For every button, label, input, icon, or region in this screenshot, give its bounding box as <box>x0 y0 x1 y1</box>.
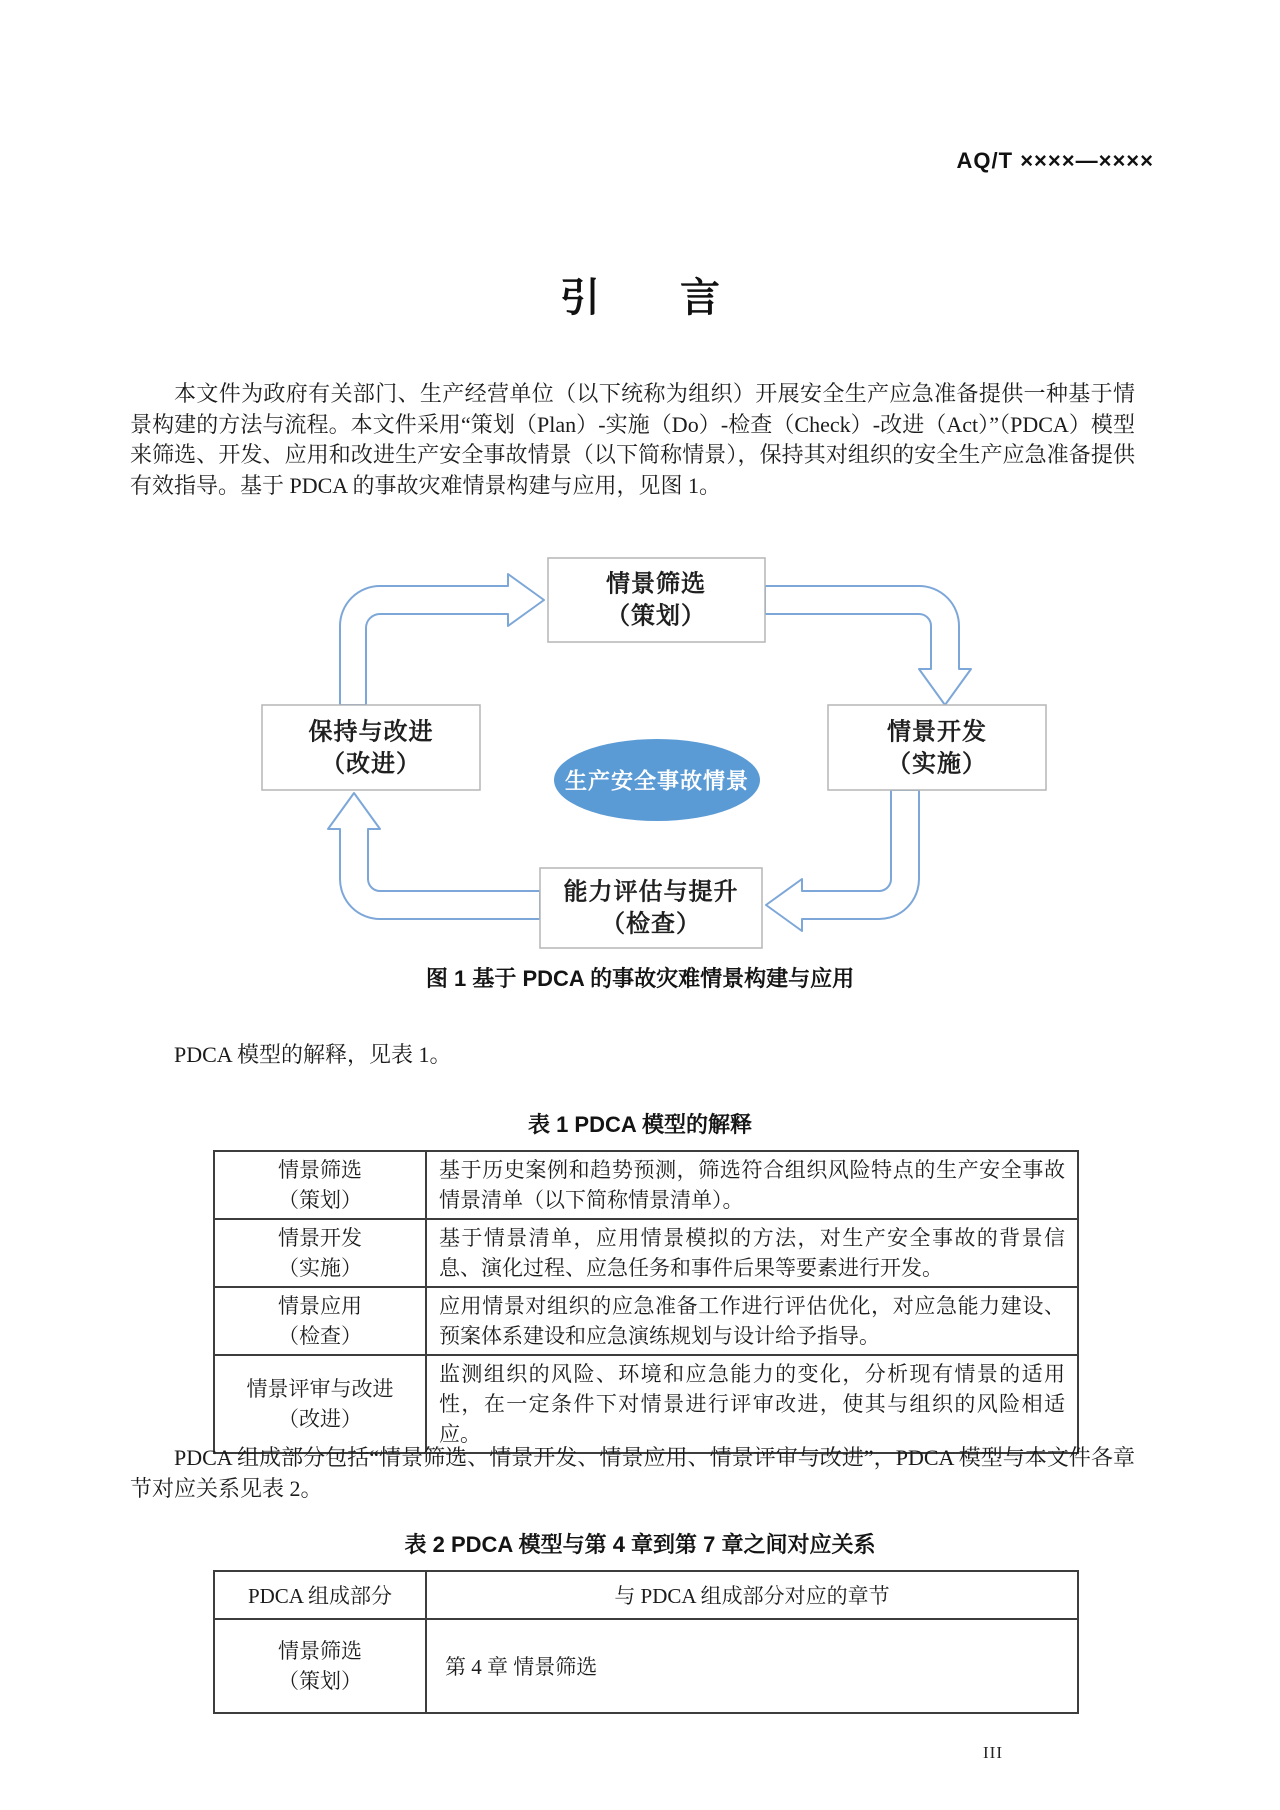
arrow-check-to-improve-icon <box>328 793 540 919</box>
term-line: （实施） <box>278 1256 362 1280</box>
node-label-improve-line1: 保持与改进 <box>308 718 434 746</box>
term-line: 情景应用 <box>278 1294 362 1318</box>
table1-intro: PDCA 模型的解释，见表 1。 <box>174 1042 452 1067</box>
node-label-check-line2: （检查） <box>601 910 701 938</box>
table2-chapter-cell: 第 4 章 情景筛选 <box>426 1619 1078 1713</box>
arrow-do-to-check-icon <box>766 790 919 931</box>
pdca-components-paragraph: PDCA 组成部分包括“情景筛选、情景开发、情景应用、情景评审与改进”，PDCA 模型与本文件各章节对应关系见表 2。 <box>130 1445 1135 1501</box>
table1-desc-cell: 基于情景清单，应用情景模拟的方法，对生产安全事故的背景信息、演化过程、应急任务和事件后果等要素进行开发。 <box>426 1219 1078 1287</box>
term-line: 情景评审与改进 <box>246 1377 394 1401</box>
table1-term-cell <box>214 1151 426 1219</box>
table1-term-cell <box>214 1287 426 1355</box>
term-line: 情景筛选 <box>278 1639 362 1663</box>
term-line: （策划） <box>278 1669 362 1693</box>
table2-header-col2: 与 PDCA 组成部分对应的章节 <box>426 1571 1078 1619</box>
table2-header-col1: PDCA 组成部分 <box>214 1571 426 1619</box>
term-line: （检查） <box>278 1324 362 1348</box>
table1-desc-cell: 基于历史案例和趋势预测，筛选符合组织风险特点的生产安全事故情景清单（以下简称情景清单）。 <box>426 1151 1078 1219</box>
node-label-plan-line1: 情景筛选 <box>606 570 706 598</box>
arrow-improve-to-plan-icon <box>340 574 544 705</box>
figure-caption: 图 1 基于 PDCA 的事故灾难情景构建与应用 <box>425 966 855 991</box>
node-label-check-line1: 能力评估与提升 <box>563 878 739 906</box>
table1-desc-cell: 监测组织的风险、环境和应急能力的变化，分析现有情景的适用性，在一定条件下对情景进行评审改进，使其与组织的风险相适应。 <box>426 1355 1078 1453</box>
page-number: III <box>983 1743 1003 1762</box>
page-title: 引 言 <box>560 276 720 320</box>
pdca-cycle-diagram <box>0 540 1280 960</box>
table1-term-cell <box>214 1219 426 1287</box>
intro-paragraph: 本文件为政府有关部门、生产经营单位（以下统称为组织）开展安全生产应急准备提供一种基于情景构建的方法与流程。本文件采用“策划（Plan）-实施（Do）-检查（Check）-改进（Act）”（PDCA）模型来筛选、开发、应用和改进生产安全事故情景（以下简称情景），保持其对组织的安全生产应急准备提供有效指导。基于 PDCA 的事故灾难情景构建与应用，见图 1。 <box>130 381 1135 498</box>
table2 <box>213 1570 1079 1714</box>
term-line: （策划） <box>278 1188 362 1212</box>
table-row <box>214 1151 1078 1219</box>
table1-term-cell <box>214 1355 426 1453</box>
table-row <box>214 1287 1078 1355</box>
table2-title: 表 2 PDCA 模型与第 4 章到第 7 章之间对应关系 <box>404 1532 876 1557</box>
document-number: AQ/T ××××—×××× <box>956 148 1154 173</box>
node-label-improve-line2: （改进） <box>321 750 421 778</box>
center-ellipse-label: 生产安全事故情景 <box>564 768 750 794</box>
arrow-plan-to-do-icon <box>765 586 971 705</box>
node-label-do-line2: （实施） <box>887 750 987 778</box>
term-line: 情景开发 <box>278 1226 362 1250</box>
node-label-plan-line2: （策划） <box>606 602 706 630</box>
table1-title: 表 1 PDCA 模型的解释 <box>527 1112 753 1137</box>
term-line: （改进） <box>278 1407 362 1431</box>
term-line: 情景筛选 <box>278 1158 362 1182</box>
table2-header-row <box>214 1571 1078 1619</box>
table2-term-cell <box>214 1619 426 1713</box>
table-row <box>214 1355 1078 1453</box>
table-row <box>214 1619 1078 1713</box>
node-label-do-line1: 情景开发 <box>887 718 987 746</box>
table1 <box>213 1150 1079 1454</box>
table-row <box>214 1219 1078 1287</box>
table1-desc-cell: 应用情景对组织的应急准备工作进行评估优化，对应急能力建设、预案体系建设和应急演练规划与设计给予指导。 <box>426 1287 1078 1355</box>
